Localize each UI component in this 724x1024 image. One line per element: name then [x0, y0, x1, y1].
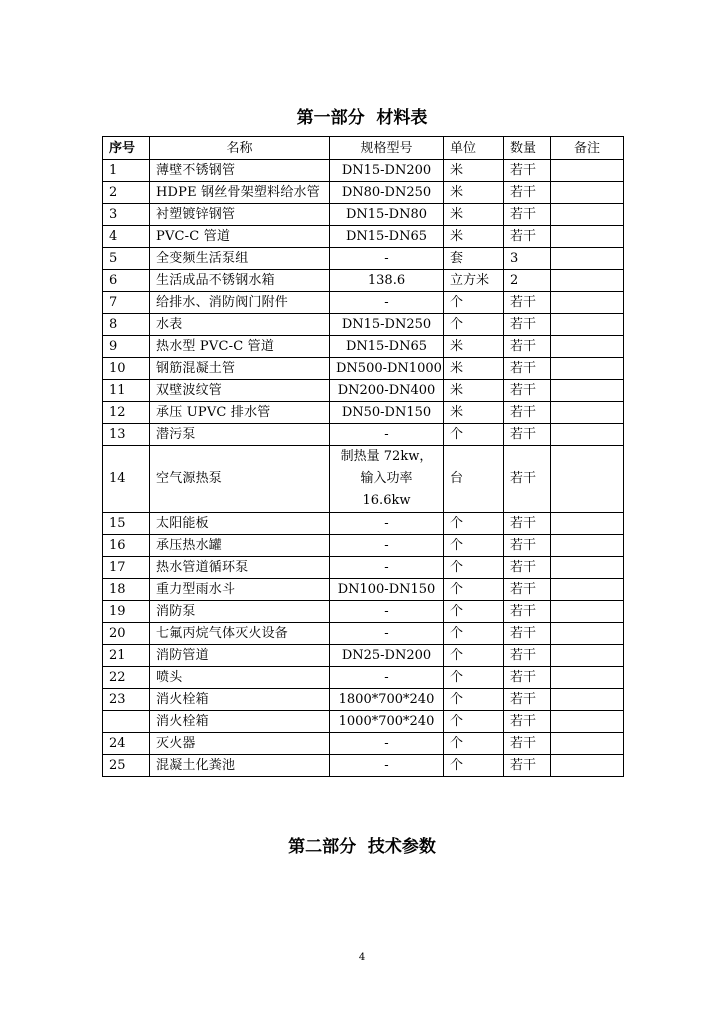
cell-unit: 套 [444, 248, 504, 270]
cell-unit: 个 [444, 689, 504, 711]
materials-table [102, 136, 624, 777]
table-row [103, 623, 624, 645]
cell-spec: - [330, 513, 444, 535]
cell-qty: 若干 [504, 314, 551, 336]
cell-note [551, 557, 624, 579]
cell-qty: 若干 [504, 667, 551, 689]
cell-spec: - [330, 292, 444, 314]
cell-qty: 若干 [504, 601, 551, 623]
cell-unit: 个 [444, 645, 504, 667]
cell-name: 喷头 [150, 667, 330, 689]
cell-name: 七氟丙烷气体灭火设备 [150, 623, 330, 645]
cell-no: 23 [103, 689, 150, 711]
cell-spec [330, 446, 444, 513]
cell-no: 1 [103, 160, 150, 182]
cell-spec: DN15-DN65 [330, 226, 444, 248]
table-header-row [103, 137, 624, 160]
table-body [103, 160, 624, 777]
cell-note [551, 689, 624, 711]
section1-title: 第一部分 材料表 [296, 108, 428, 128]
cell-qty: 若干 [504, 535, 551, 557]
cell-no: 24 [103, 733, 150, 755]
cell-qty: 若干 [504, 579, 551, 601]
cell-unit: 米 [444, 226, 504, 248]
cell-spec: DN80-DN250 [330, 182, 444, 204]
cell-unit: 个 [444, 667, 504, 689]
cell-no: 16 [103, 535, 150, 557]
cell-note [551, 579, 624, 601]
cell-spec: - [330, 755, 444, 777]
cell-no: 17 [103, 557, 150, 579]
cell-name: 给排水、消防阀门附件 [150, 292, 330, 314]
header-spec: 规格型号 [330, 137, 444, 160]
cell-no: 3 [103, 204, 150, 226]
cell-no: 13 [103, 424, 150, 446]
cell-unit: 个 [444, 711, 504, 733]
table-row [103, 204, 624, 226]
cell-note [551, 314, 624, 336]
cell-unit: 米 [444, 358, 504, 380]
cell-note [551, 755, 624, 777]
cell-unit: 个 [444, 601, 504, 623]
cell-note [551, 380, 624, 402]
table-row [103, 226, 624, 248]
cell-no: 18 [103, 579, 150, 601]
cell-name: 生活成品不锈钢水箱 [150, 270, 330, 292]
cell-unit: 米 [444, 380, 504, 402]
cell-unit: 米 [444, 336, 504, 358]
cell-spec: - [330, 535, 444, 557]
cell-note [551, 424, 624, 446]
cell-qty: 若干 [504, 380, 551, 402]
cell-no: 11 [103, 380, 150, 402]
table-row [103, 535, 624, 557]
cell-note [551, 402, 624, 424]
cell-name: 消火栓箱 [150, 689, 330, 711]
cell-note [551, 623, 624, 645]
cell-name: 重力型雨水斗 [150, 579, 330, 601]
cell-note [551, 226, 624, 248]
cell-unit: 个 [444, 535, 504, 557]
cell-qty: 2 [504, 270, 551, 292]
cell-note [551, 270, 624, 292]
cell-unit: 台 [444, 446, 504, 513]
cell-no: 19 [103, 601, 150, 623]
cell-unit: 个 [444, 513, 504, 535]
cell-spec: DN100-DN150 [330, 579, 444, 601]
table-row [103, 358, 624, 380]
table-row [103, 689, 624, 711]
table-row [103, 513, 624, 535]
cell-name: HDPE 钢丝骨架塑料给水管 [150, 182, 330, 204]
cell-no [103, 711, 150, 733]
cell-note [551, 446, 624, 513]
cell-name: 热水管道循环泵 [150, 557, 330, 579]
cell-name: 承压 UPVC 排水管 [150, 402, 330, 424]
cell-name: 双壁波纹管 [150, 380, 330, 402]
cell-qty: 若干 [504, 226, 551, 248]
cell-spec: 138.6 [330, 270, 444, 292]
cell-spec: DN25-DN200 [330, 645, 444, 667]
cell-no: 12 [103, 402, 150, 424]
cell-qty: 若干 [504, 204, 551, 226]
cell-no: 15 [103, 513, 150, 535]
cell-no: 6 [103, 270, 150, 292]
cell-name: 衬塑镀锌钢管 [150, 204, 330, 226]
cell-name: PVC-C 管道 [150, 226, 330, 248]
cell-qty: 若干 [504, 182, 551, 204]
header-note: 备注 [551, 137, 624, 160]
cell-note [551, 358, 624, 380]
cell-note [551, 711, 624, 733]
table-row [103, 645, 624, 667]
table-row [103, 270, 624, 292]
cell-qty: 若干 [504, 160, 551, 182]
cell-name: 潜污泵 [150, 424, 330, 446]
cell-unit: 立方米 [444, 270, 504, 292]
spec-line: 制热量 72kw， [340, 449, 433, 464]
cell-spec: DN50-DN150 [330, 402, 444, 424]
cell-unit: 米 [444, 182, 504, 204]
cell-name: 灭火器 [150, 733, 330, 755]
cell-name: 全变频生活泵组 [150, 248, 330, 270]
page-number: 4 [358, 952, 366, 963]
cell-qty: 若干 [504, 402, 551, 424]
cell-no: 14 [103, 446, 150, 513]
cell-qty: 若干 [504, 645, 551, 667]
cell-name: 消防泵 [150, 601, 330, 623]
cell-spec: DN500-DN1000 [330, 358, 444, 380]
header-unit: 单位 [444, 137, 504, 160]
cell-qty: 若干 [504, 292, 551, 314]
table-row [103, 160, 624, 182]
cell-spec: 1800*700*240 [330, 689, 444, 711]
spec-line: 16.6kw [362, 493, 411, 508]
cell-name: 消防管道 [150, 645, 330, 667]
cell-qty: 若干 [504, 755, 551, 777]
table-row [103, 402, 624, 424]
cell-spec: 1000*700*240 [330, 711, 444, 733]
table-row [103, 733, 624, 755]
header-no: 序号 [103, 137, 150, 160]
table-row [103, 446, 624, 513]
cell-qty: 若干 [504, 424, 551, 446]
cell-name: 水表 [150, 314, 330, 336]
cell-note [551, 667, 624, 689]
cell-name: 热水型 PVC-C 管道 [150, 336, 330, 358]
cell-note [551, 513, 624, 535]
cell-qty: 若干 [504, 733, 551, 755]
cell-no: 8 [103, 314, 150, 336]
cell-note [551, 248, 624, 270]
cell-qty: 若干 [504, 336, 551, 358]
cell-qty: 若干 [504, 711, 551, 733]
cell-note [551, 182, 624, 204]
header-qty: 数量 [504, 137, 551, 160]
cell-no: 25 [103, 755, 150, 777]
cell-no: 20 [103, 623, 150, 645]
cell-spec: - [330, 557, 444, 579]
cell-name: 太阳能板 [150, 513, 330, 535]
cell-name: 空气源热泵 [150, 446, 330, 513]
cell-no: 9 [103, 336, 150, 358]
cell-spec: - [330, 733, 444, 755]
cell-spec: DN15-DN80 [330, 204, 444, 226]
cell-qty: 若干 [504, 623, 551, 645]
cell-spec: - [330, 601, 444, 623]
table-row [103, 711, 624, 733]
cell-unit: 个 [444, 557, 504, 579]
cell-spec: DN15-DN65 [330, 336, 444, 358]
cell-name: 混凝土化粪池 [150, 755, 330, 777]
cell-name: 钢筋混凝土管 [150, 358, 330, 380]
cell-unit: 个 [444, 314, 504, 336]
section2-title: 第二部分 技术参数 [288, 837, 436, 857]
cell-spec: - [330, 248, 444, 270]
cell-no: 21 [103, 645, 150, 667]
cell-qty: 若干 [504, 689, 551, 711]
cell-unit: 米 [444, 204, 504, 226]
header-name: 名称 [150, 137, 330, 160]
cell-unit: 个 [444, 424, 504, 446]
table-row [103, 755, 624, 777]
cell-spec: DN15-DN200 [330, 160, 444, 182]
table-row [103, 424, 624, 446]
cell-unit: 个 [444, 292, 504, 314]
table-row [103, 314, 624, 336]
cell-name: 承压热水罐 [150, 535, 330, 557]
cell-note [551, 645, 624, 667]
cell-qty: 3 [504, 248, 551, 270]
table-row [103, 248, 624, 270]
cell-note [551, 535, 624, 557]
cell-note [551, 601, 624, 623]
cell-name: 薄壁不锈钢管 [150, 160, 330, 182]
cell-name: 消火栓箱 [150, 711, 330, 733]
table-row [103, 336, 624, 358]
cell-no: 7 [103, 292, 150, 314]
cell-qty: 若干 [504, 358, 551, 380]
table-row [103, 380, 624, 402]
cell-qty: 若干 [504, 557, 551, 579]
cell-note [551, 733, 624, 755]
cell-unit: 米 [444, 402, 504, 424]
cell-spec: DN200-DN400 [330, 380, 444, 402]
cell-no: 2 [103, 182, 150, 204]
cell-note [551, 292, 624, 314]
table-row [103, 292, 624, 314]
cell-unit: 米 [444, 160, 504, 182]
cell-no: 4 [103, 226, 150, 248]
cell-no: 10 [103, 358, 150, 380]
table-row [103, 557, 624, 579]
table-row [103, 601, 624, 623]
cell-note [551, 336, 624, 358]
table-row [103, 667, 624, 689]
cell-unit: 个 [444, 733, 504, 755]
cell-unit: 个 [444, 579, 504, 601]
table-row [103, 579, 624, 601]
table-row [103, 182, 624, 204]
cell-no: 22 [103, 667, 150, 689]
cell-note [551, 204, 624, 226]
cell-spec: - [330, 667, 444, 689]
spec-line: 输入功率 [360, 471, 413, 486]
cell-spec: - [330, 623, 444, 645]
cell-note [551, 160, 624, 182]
cell-qty: 若干 [504, 446, 551, 513]
cell-no: 5 [103, 248, 150, 270]
cell-unit: 个 [444, 755, 504, 777]
cell-unit: 个 [444, 623, 504, 645]
cell-qty: 若干 [504, 513, 551, 535]
cell-spec: DN15-DN250 [330, 314, 444, 336]
cell-spec: - [330, 424, 444, 446]
